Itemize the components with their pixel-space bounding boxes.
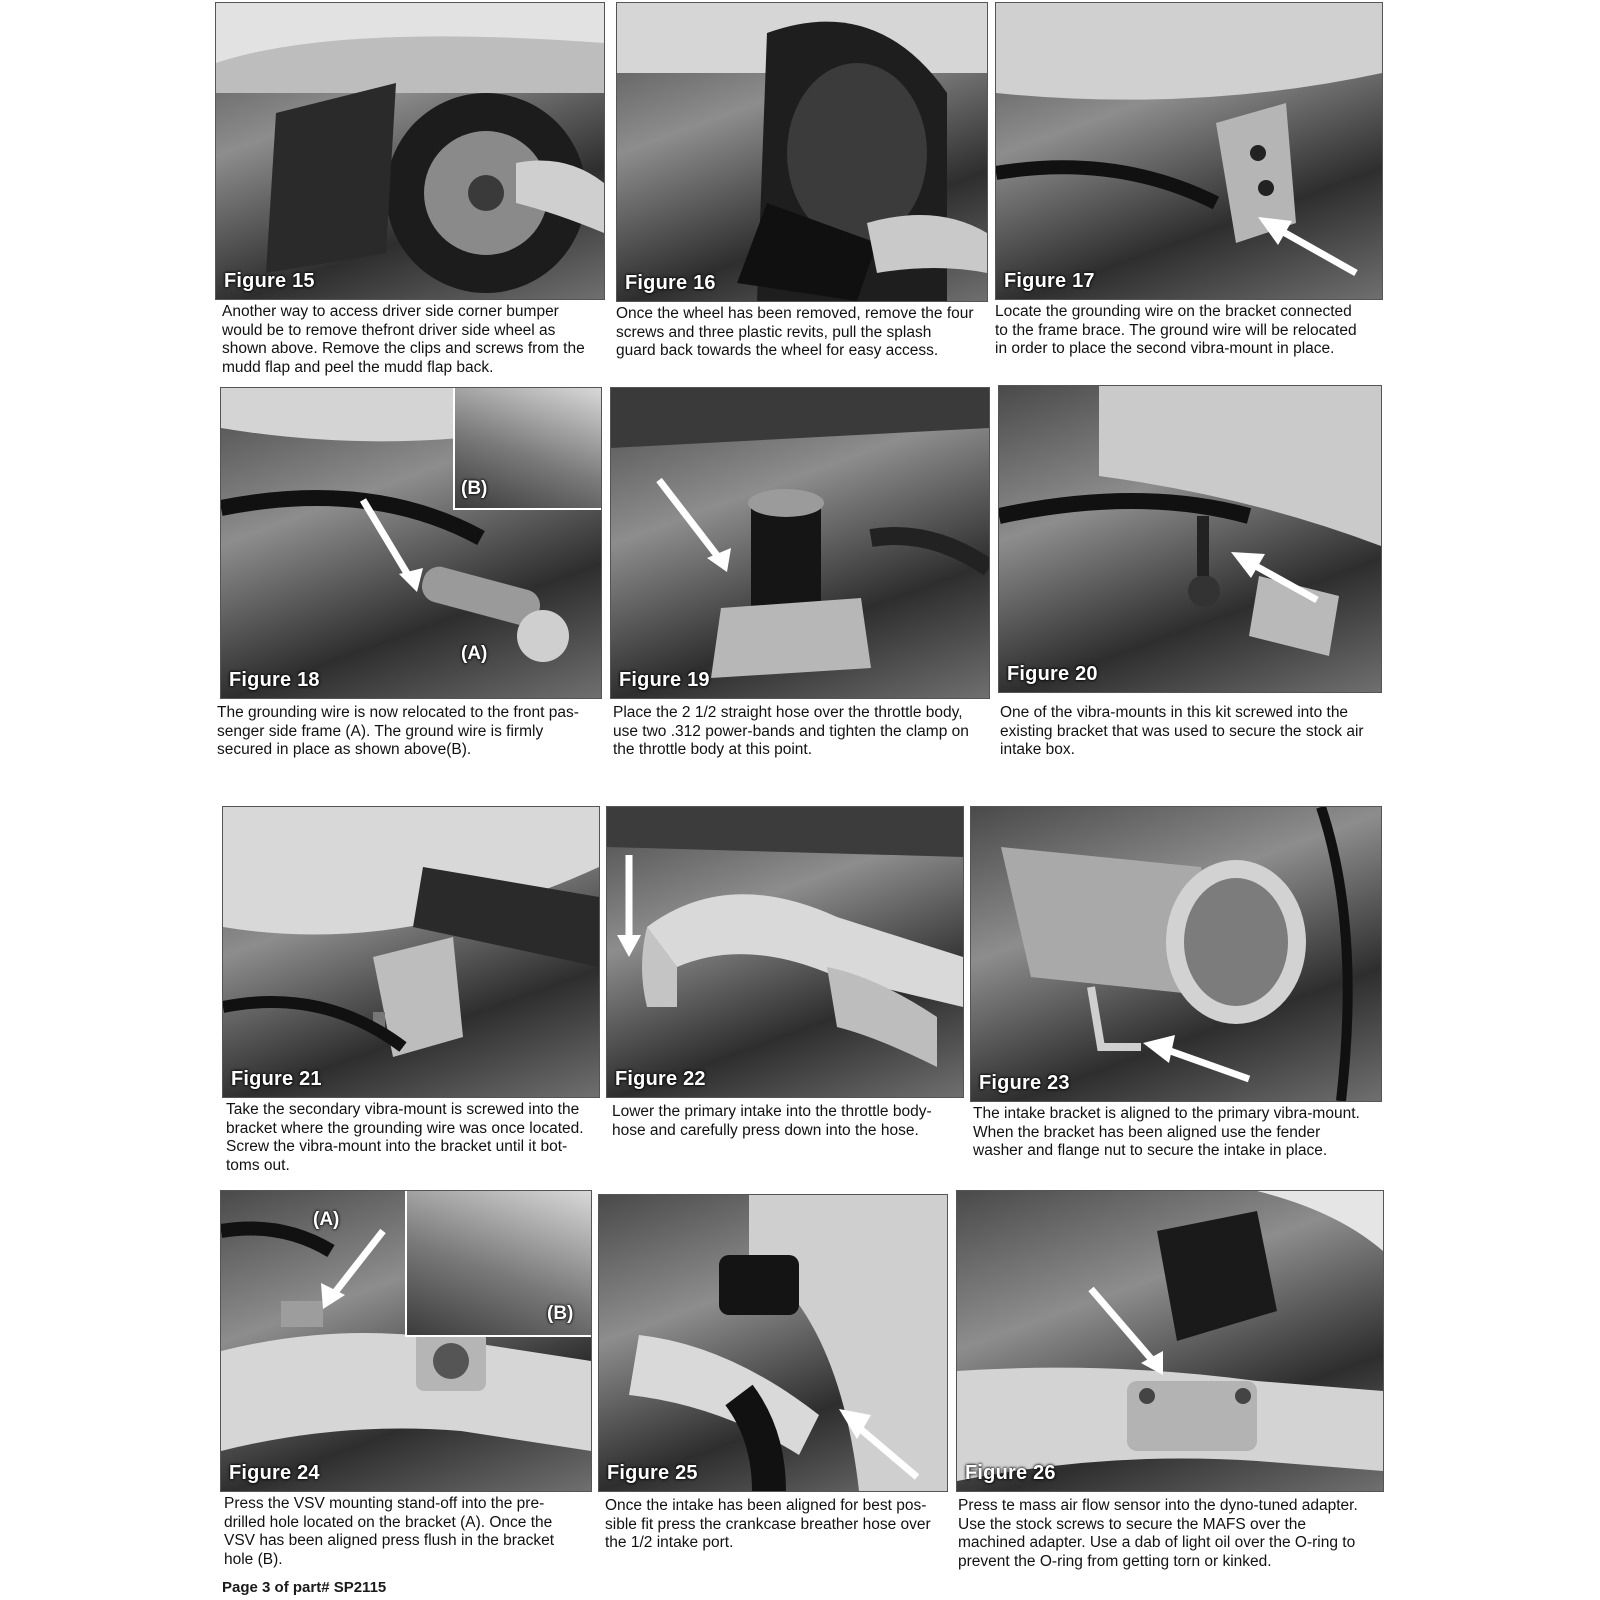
arrow-head [1143,1035,1175,1063]
figure-caption: Locate the grounding wire on the bracket connected to the frame brace. The ground wire will be relocated in order to place the second vibra-mount in place. [995,303,1357,357]
pointer-arrow [1091,1289,1153,1361]
figure-20-photo [998,385,1382,693]
figure-26-photo [956,1190,1384,1492]
figure-caption: Another way to access driver side corner bumper would be to remove thefront driver side wheel as shown above. Remove the clips and screws from the mudd flap and peel the mudd flap back. [222,303,585,376]
figure-26-illustration [957,1191,1383,1491]
figure-label: Figure 17 [1004,270,1095,292]
figure-15-photo [215,2,605,300]
figure-caption: Place the 2 1/2 straight hose over the throttle body, use two .312 power-bands and tighten the clamp on the throttle body at this point. [613,704,969,758]
figure-21-photo [222,806,600,1098]
inset-label-b: (B) [547,1303,574,1324]
figure-caption: One of the vibra-mounts in this kit screwed into the existing bracket that was used to secure the stock air intake box. [1000,704,1364,758]
arrow-head [617,935,641,957]
figure-22-photo [606,806,964,1098]
figure-caption: Press the VSV mounting stand-off into the pre- drilled hole located on the bracket (A). Once the VSV has been aligned press flush in the bracket hole (B). [224,1495,555,1568]
figure-18-photo [220,387,602,699]
figure-19-illustration [611,388,989,698]
figure-caption: Lower the primary intake into the throttle body- hose and carefully press down into the hose. [612,1103,932,1139]
figure-20-illustration [999,386,1381,692]
figure-23-illustration [971,807,1381,1101]
figure-caption: Once the intake has been aligned for best pos- sible fit press the crankcase breather hose over the 1/2 intake port. [605,1497,931,1551]
figure-label: Figure 21 [231,1068,322,1090]
figure-25-illustration [599,1195,947,1491]
inset-label-a: (A) [313,1209,340,1230]
figure-label: Figure 26 [965,1462,1056,1484]
figure-caption: Once the wheel has been removed, remove the four screws and three plastic revits, pull the splash guard back towards the wheel for easy access. [616,305,974,359]
figure-label: Figure 25 [607,1462,698,1484]
figure-label: Figure 20 [1007,663,1098,685]
figure-label: Figure 22 [615,1068,706,1090]
pointer-arrow [1159,1047,1249,1079]
figure-label: Figure 24 [229,1462,320,1484]
figure-label: Figure 23 [979,1072,1070,1094]
figure-label: Figure 18 [229,669,320,691]
figure-16-illustration [617,3,987,301]
page-footer: Page 3 of part# SP2115 [222,1579,387,1596]
figure-19-photo [610,387,990,699]
figure-caption: Press te mass air flow sensor into the dyno-tuned adapter. Use the stock screws to secure the MAFS over the machined adapter. Use a dab of light oil over the O-ring to prevent the O-ring from getting torn or kinked. [958,1497,1358,1570]
figure-17-photo [995,2,1383,300]
figure-15-illustration [216,3,604,299]
figure-label: Figure 16 [625,272,716,294]
figure-24-photo [220,1190,592,1492]
figure-caption: The grounding wire is now relocated to the front pas- senger side frame (A). The ground wire is firmly secured in place as shown above(B). [217,704,579,758]
figure-caption: The intake bracket is aligned to the primary vibra-mount. When the bracket has been aligned use the fender washer and flange nut to secure the intake in place. [973,1105,1360,1159]
figure-22-illustration [607,807,963,1097]
figure-caption: Take the secondary vibra-mount is screwed into the bracket where the grounding wire was once located. Screw the vibra-mount into the bracket until it bot- toms out. [226,1101,584,1174]
inset-label-a: (A) [461,643,488,664]
figure-21-illustration [223,807,599,1097]
figure-25-photo [598,1194,948,1492]
figure-label: Figure 15 [224,270,315,292]
pointer-arrow [333,1231,383,1295]
pointer-arrow [659,480,719,558]
figure-label: Figure 19 [619,669,710,691]
figure-17-illustration [996,3,1382,299]
figure-16-photo [616,2,988,302]
inset-label-b: (B) [461,478,488,499]
figure-23-photo [970,806,1382,1102]
